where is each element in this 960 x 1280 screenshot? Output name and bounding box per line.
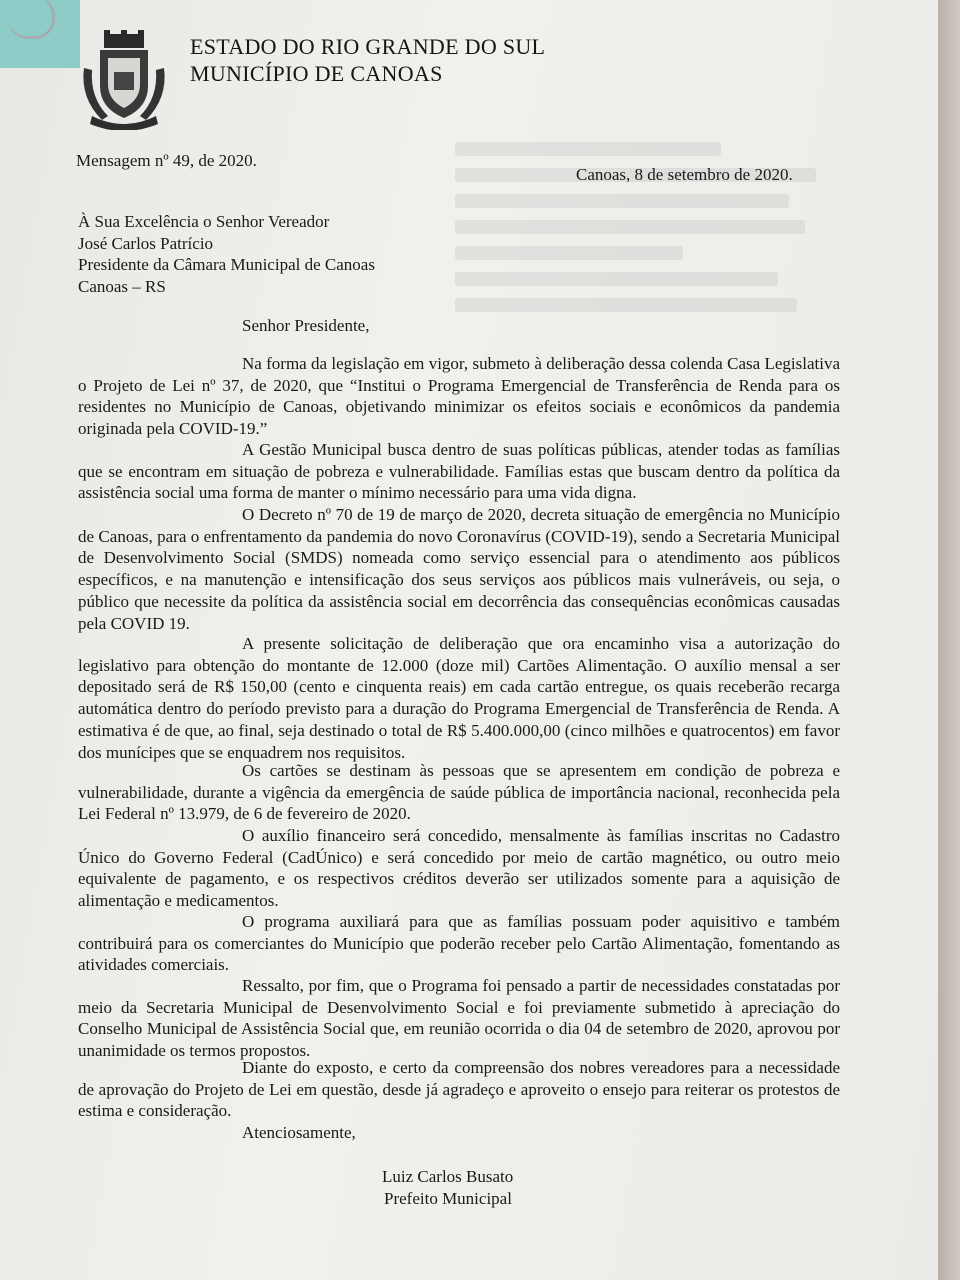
municipal-coat-of-arms-icon xyxy=(78,28,170,130)
body-paragraph: Na forma da legislação em vigor, submeto à deliberação dessa colenda Casa Legislativa o Projeto de Lei nº 37, de 2020, que “Institui o Programa Emergencial de Transferência de Renda para os residentes no Município de Canoas, objetivando minimizar os efeitos sociais e econômicos da pandemia originada pela COVID-19.” xyxy=(78,354,840,439)
body-paragraph: O programa auxiliará para que as famílias possuam poder aquisitivo e também contribuirá para os comerciantes do Município que poderão receber pelo Cartão Alimentação, fomentando as atividades comerciais. xyxy=(78,912,840,975)
closing: Atenciosamente, xyxy=(242,1123,356,1142)
paper-clip-tab xyxy=(0,0,80,68)
body-paragraph: Diante do exposto, e certo da compreensão dos nobres vereadores para a necessidade de aprovação do Projeto de Lei em questão, desde já agradeço e aproveito o ensejo para reiterar os protestos de estima e consideração. xyxy=(78,1058,840,1121)
body-paragraph: A Gestão Municipal busca dentro de suas políticas públicas, atender todas as famílias que se encontram em situação de pobreza e vulnerabilidade. Famílias estas que buscam dentro da política da assistência social uma forma de manter o mínimo necessário para uma vida digna. xyxy=(78,440,840,503)
body-paragraph: O auxílio financeiro será concedido, mensalmente às famílias inscritas no Cadastro Único do Governo Federal (CadÚnico) e será concedido por meio de cartão magnético, ou outro meio equivalente de pagamento, e os respectivos créditos deverão ser utilizados somente para a aquisição de alimentação e medicamentos. xyxy=(78,826,840,911)
message-number: Mensagem nº 49, de 2020. xyxy=(76,151,257,170)
signer-title: Prefeito Municipal xyxy=(384,1189,512,1208)
recipient-line: Canoas – RS xyxy=(78,277,166,296)
body-paragraph: O Decreto nº 70 de 19 de março de 2020, decreta situação de emergência no Município de Canoas, para o enfrentamento da pandemia do novo Coronavírus (COVID-19), sendo a Secretaria Municipal de Desenvolvimento Social (SMDS) nomeada como serviço essencial para o atendimento aos públicos específicos, e na manutenção e intensificação dos seus serviços aos públicos mais vulneráveis, ou seja, o público que necessite da política da assistência social em decorrência das consequências econômicas causadas pela COVID 19. xyxy=(78,505,840,633)
salutation: Senhor Presidente, xyxy=(242,316,370,335)
header-municipality: MUNICÍPIO DE CANOAS xyxy=(190,61,443,86)
body-paragraph: Os cartões se destinam às pessoas que se apresentem em condição de pobreza e vulnerabilidade, durante a vigência da emergência de saúde pública de importância nacional, reconhecida pela Lei Federal nº 13.979, de 6 de fevereiro de 2020. xyxy=(78,761,840,824)
paper-edge xyxy=(938,0,960,1280)
paper-clip-icon xyxy=(8,0,55,39)
recipient-line: Presidente da Câmara Municipal de Canoas xyxy=(78,255,375,274)
place-date: Canoas, 8 de setembro de 2020. xyxy=(576,165,793,184)
recipient-line: José Carlos Patrício xyxy=(78,234,214,253)
signer-name: Luiz Carlos Busato xyxy=(382,1167,514,1186)
header-state: ESTADO DO RIO GRANDE DO SUL xyxy=(190,34,546,59)
recipient-line: À Sua Excelência o Senhor Vereador xyxy=(78,212,330,231)
body-paragraph: A presente solicitação de deliberação que ora encaminho visa a autorização do legislativo para obtenção do montante de 12.000 (doze mil) Cartões Alimentação. O auxílio mensal a ser depositado será de R$ 150,00 (cento e cinquenta reais) em cada cartão entregue, os quais receberão recarga automática dentro do período previsto para a duração do Programa Emergencial de Transferência de Renda. A estimativa é de que, ao final, seja destinado o total de R$ 5.400.000,00 (cinco milhões e quatrocentos) em favor dos munícipes que se enquadrem nos requisitos. xyxy=(78,634,840,762)
body-paragraph: Ressalto, por fim, que o Programa foi pensado a partir de necessidades constatadas por meio da Secretaria Municipal de Desenvolvimento Social e foi previamente submetido à apreciação do Conselho Municipal de Assistência Social que, em reunião ocorrida o dia 04 de setembro de 2020, aprovou por unanimidade os termos propostos. xyxy=(78,976,840,1061)
